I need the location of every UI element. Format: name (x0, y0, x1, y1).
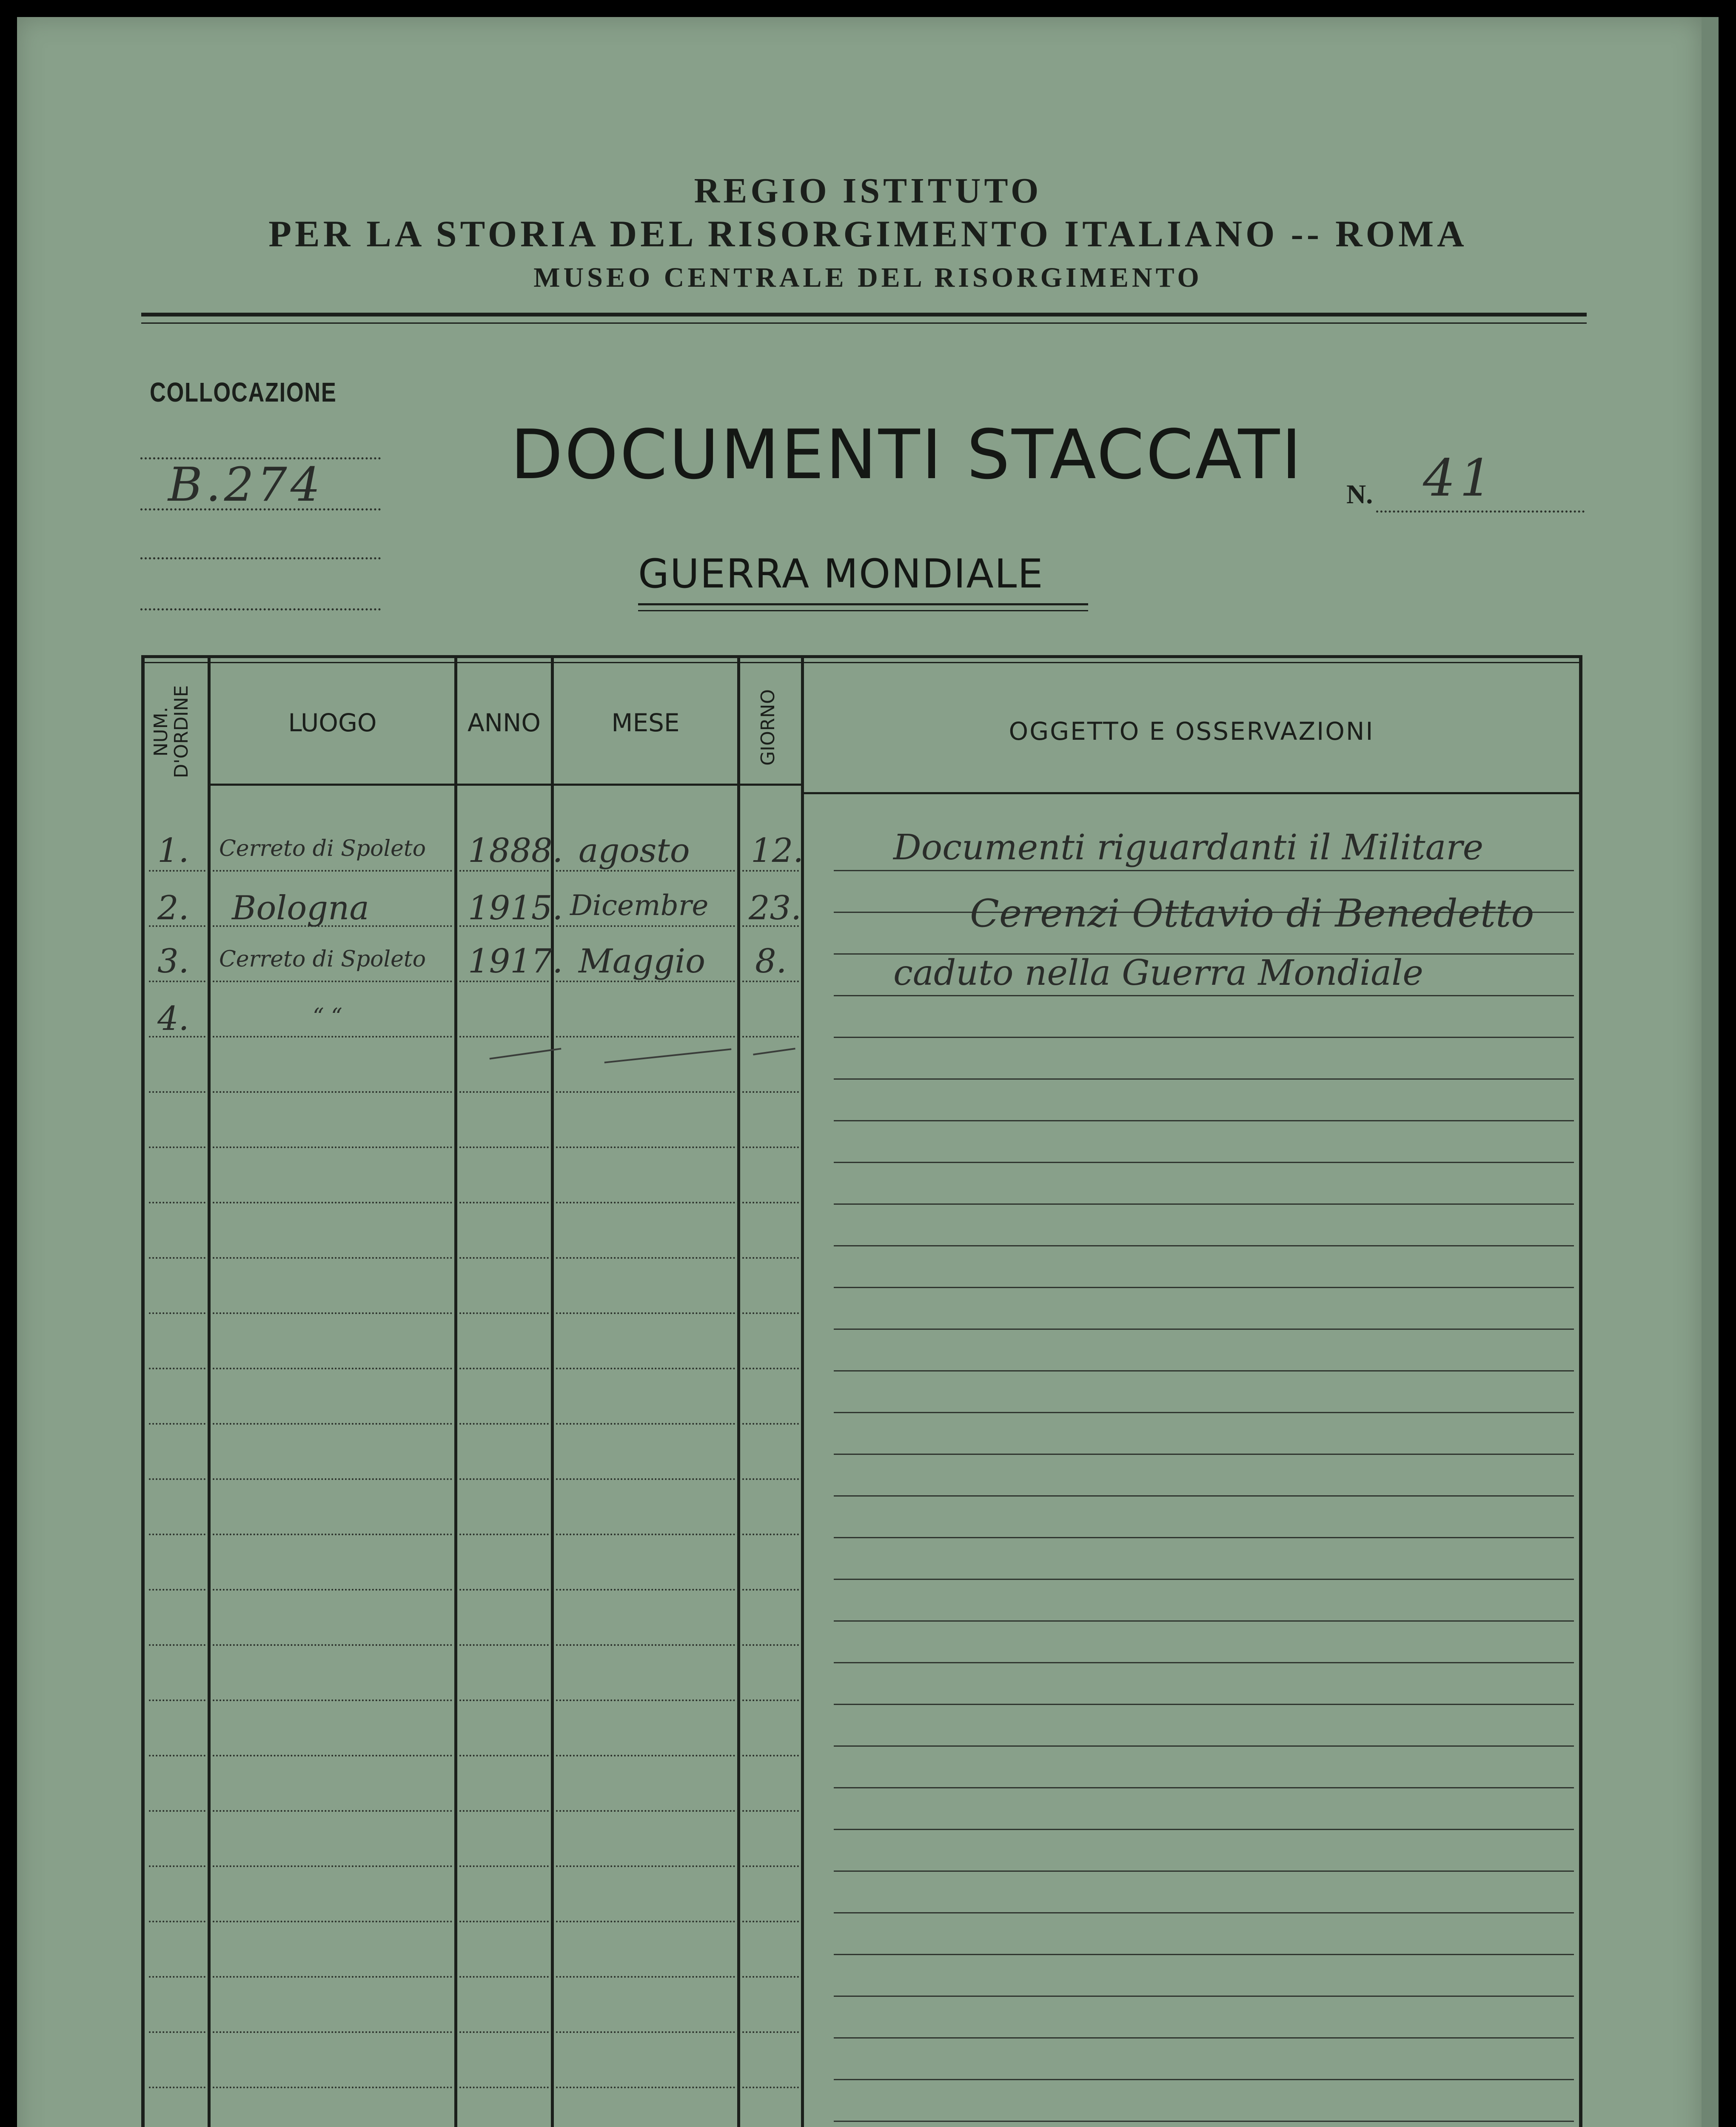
row-dotted-line (556, 1423, 735, 1425)
row-dotted-line (556, 1036, 735, 1038)
oggetto-ruled-line (834, 995, 1574, 996)
row-dotted-line (149, 1368, 205, 1369)
row-dotted-line (213, 1810, 452, 1812)
row-2-luogo: Bologna (232, 889, 369, 927)
column-header-mese: MESE (611, 708, 680, 737)
row-dotted-line (459, 1589, 549, 1591)
row-dotted-line (556, 925, 735, 927)
page-title: DOCUMENTI STACCATI (510, 415, 1303, 494)
row-dotted-line (459, 1976, 549, 1978)
row-dotted-line (556, 1478, 735, 1480)
row-dotted-line (742, 1589, 799, 1591)
row-dotted-line (742, 1755, 799, 1756)
row-dotted-line (213, 1699, 452, 1701)
oggetto-ruled-line (834, 2037, 1574, 2039)
row-4-num: 4. (157, 1000, 189, 1038)
column-header-giorno: GIORNO (757, 689, 779, 766)
oggetto-ruled-line (834, 2121, 1574, 2122)
row-dotted-line (556, 1921, 735, 1922)
row-dotted-line (149, 1534, 205, 1535)
row-dotted-line (742, 1423, 799, 1425)
oggetto-ruled-line (834, 1120, 1574, 1121)
row-2-mese: Dicembre (570, 889, 709, 922)
row-dotted-line (213, 1368, 452, 1369)
row-dotted-line (149, 1257, 205, 1259)
row-dotted-line (149, 1589, 205, 1591)
oggetto-ruled-line (834, 1287, 1574, 1288)
row-dotted-line (556, 1644, 735, 1646)
header-rule-bottom (141, 322, 1587, 324)
row-dotted-line (149, 1146, 205, 1148)
row-dotted-line (742, 1810, 799, 1812)
row-dotted-line (213, 2031, 452, 2033)
row-dotted-line (742, 1699, 799, 1701)
row-dotted-line (213, 1478, 452, 1480)
row-dotted-line (213, 1755, 452, 1756)
row-dotted-line (149, 981, 205, 982)
row-dotted-line (556, 1865, 735, 1867)
oggetto-ruled-line (834, 1579, 1574, 1580)
row-dotted-line (149, 1865, 205, 1867)
folder-back-edge (1702, 17, 1719, 2127)
row-2-num: 2. (157, 889, 189, 927)
row-dotted-line (556, 1368, 735, 1369)
oggetto-ruled-line (834, 2079, 1574, 2080)
row-dotted-line (213, 1423, 452, 1425)
oggetto-ruled-line (834, 1162, 1574, 1163)
row-dotted-line (149, 1202, 205, 1203)
oggetto-ruled-line (834, 1203, 1574, 1205)
header-rule-top (141, 313, 1587, 316)
row-dotted-line (556, 1810, 735, 1812)
row-dotted-line (742, 1478, 799, 1480)
row-1-num: 1. (157, 832, 189, 870)
row-1-anno: 1888. (468, 832, 563, 870)
row-3-num: 3. (157, 942, 189, 981)
row-dotted-line (149, 1699, 205, 1701)
row-dotted-line (742, 1036, 799, 1038)
row-dotted-line (149, 2031, 205, 2033)
row-dotted-line (149, 1921, 205, 1922)
row-dotted-line (149, 1644, 205, 1646)
row-dotted-line (213, 1146, 452, 1148)
oggetto-ruled-line (834, 1537, 1574, 1538)
category-underline-2 (638, 610, 1088, 611)
oggetto-ruled-line (834, 1745, 1574, 1747)
row-dotted-line (213, 981, 452, 982)
oggetto-line-2: Cerenzi Ottavio di Benedetto (970, 891, 1534, 936)
oggetto-ruled-line (834, 1662, 1574, 1663)
oggetto-line-3: caduto nella Guerra Mondiale (893, 953, 1423, 993)
row-dotted-line (556, 2087, 735, 2088)
row-dotted-line (459, 1534, 549, 1535)
number-value: 41 (1423, 449, 1497, 508)
row-dotted-line (742, 1146, 799, 1148)
row-3-mese: Maggio (579, 942, 706, 981)
row-dotted-line (149, 1312, 205, 1314)
oggetto-ruled-line (834, 1245, 1574, 1246)
row-dotted-line (459, 1921, 549, 1922)
row-dotted-line (149, 1478, 205, 1480)
row-3-anno: 1917. (468, 942, 563, 981)
row-dotted-line (213, 1091, 452, 1093)
row-dotted-line (556, 1257, 735, 1259)
row-dotted-line (556, 1202, 735, 1203)
category-title: GUERRA MONDIALE (638, 551, 1044, 597)
row-dotted-line (149, 1976, 205, 1978)
row-dotted-line (213, 2087, 452, 2088)
row-dotted-line (213, 1202, 452, 1203)
row-dotted-line (149, 1423, 205, 1425)
row-dotted-line (149, 1810, 205, 1812)
row-4-luogo: “ “ (313, 1004, 342, 1029)
row-dotted-line (742, 1202, 799, 1203)
row-1-mese: agosto (579, 832, 690, 870)
header-bottom-right (804, 792, 1582, 794)
number-label: N. (1346, 479, 1373, 509)
number-line (1376, 510, 1585, 513)
column-divider-num (208, 655, 211, 2127)
row-dotted-line (742, 1534, 799, 1535)
row-dotted-line (742, 981, 799, 982)
column-divider-giorno (801, 655, 804, 2127)
row-dotted-line (459, 1699, 549, 1701)
row-dotted-line (459, 1146, 549, 1148)
row-dotted-line (459, 2031, 549, 2033)
oggetto-line-1: Documenti riguardanti il Militare (893, 827, 1484, 868)
category-underline-1 (638, 603, 1088, 605)
row-dotted-line (213, 1976, 452, 1978)
oggetto-ruled-line (834, 1454, 1574, 1455)
institute-subtitle: PER LA STORIA DEL RISORGIMENTO ITALIANO -- ROMA (268, 214, 1468, 255)
row-dotted-line (459, 1257, 549, 1259)
row-dotted-line (459, 870, 549, 872)
row-dotted-line (213, 1036, 452, 1038)
oggetto-ruled-line (834, 1829, 1574, 1830)
column-header-luogo: LUOGO (288, 708, 377, 737)
oggetto-ruled-line (834, 1370, 1574, 1371)
row-dotted-line (742, 1644, 799, 1646)
institute-name: REGIO ISTITUTO (694, 171, 1042, 211)
row-dotted-line (459, 981, 549, 982)
row-dotted-line (556, 1091, 735, 1093)
column-divider-mese (737, 655, 740, 2127)
row-dotted-line (459, 1202, 549, 1203)
row-dotted-line (213, 1921, 452, 1922)
oggetto-ruled-line (834, 1412, 1574, 1413)
row-dotted-line (742, 1312, 799, 1314)
row-dotted-line (459, 1423, 549, 1425)
row-dotted-line (459, 1644, 549, 1646)
row-dotted-line (459, 1368, 549, 1369)
museum-name: MUSEO CENTRALE DEL RISORGIMENTO (533, 262, 1203, 293)
oggetto-ruled-line (834, 1787, 1574, 1788)
row-dotted-line (149, 870, 205, 872)
collocazione-line-4 (140, 608, 381, 610)
row-dotted-line (213, 1589, 452, 1591)
row-dotted-line (556, 1312, 735, 1314)
oggetto-ruled-line (834, 1704, 1574, 1705)
header-bottom-left (208, 784, 804, 786)
row-dotted-line (556, 1755, 735, 1756)
row-dotted-line (459, 1865, 549, 1867)
row-dotted-line (213, 1644, 452, 1646)
collocazione-label: COLLOCAZIONE (150, 377, 337, 408)
oggetto-ruled-line (834, 1870, 1574, 1872)
oggetto-ruled-line (834, 1996, 1574, 1997)
collocazione-value: B.274 (168, 457, 324, 512)
row-dotted-line (556, 1146, 735, 1148)
row-dotted-line (556, 981, 735, 982)
column-header-oggetto: OGGETTO E OSSERVAZIONI (1009, 717, 1374, 746)
oggetto-ruled-line (834, 1954, 1574, 1955)
column-divider-left (141, 655, 145, 2127)
row-dotted-line (556, 870, 735, 872)
collocazione-line-2 (140, 508, 381, 510)
column-header-num (151, 681, 198, 783)
row-dotted-line (459, 1036, 549, 1038)
row-dotted-line (742, 2087, 799, 2088)
row-dotted-line (213, 1865, 452, 1867)
row-2-anno: 1915. (468, 889, 563, 927)
oggetto-ruled-line (834, 1329, 1574, 1330)
row-dotted-line (459, 1478, 549, 1480)
row-dotted-line (556, 1589, 735, 1591)
table-top-border (141, 655, 1582, 658)
row-dotted-line (149, 1091, 205, 1093)
row-dotted-line (742, 2031, 799, 2033)
row-dotted-line (213, 1312, 452, 1314)
row-dotted-line (459, 2087, 549, 2088)
column-divider-right (1579, 655, 1582, 2127)
row-1-luogo: Cerreto di Spoleto (219, 836, 426, 861)
row-3-giorno: 8. (755, 942, 787, 981)
table-top-border-2 (141, 662, 1582, 663)
row-dotted-line (459, 1091, 549, 1093)
row-dotted-line (742, 1091, 799, 1093)
row-dotted-line (742, 1921, 799, 1922)
column-header-anno: ANNO (467, 708, 541, 737)
row-dotted-line (213, 1257, 452, 1259)
oggetto-ruled-line (834, 1912, 1574, 1913)
row-dotted-line (742, 1976, 799, 1978)
row-dotted-line (556, 2031, 735, 2033)
row-2-giorno: 23. (749, 889, 802, 927)
row-dotted-line (149, 2087, 205, 2088)
column-divider-anno (551, 655, 554, 2127)
oggetto-ruled-line (834, 1037, 1574, 1038)
row-dotted-line (459, 1810, 549, 1812)
column-header-num-text: NUM. D'ORDINE (150, 685, 192, 778)
row-dotted-line (213, 870, 452, 872)
oggetto-ruled-line (834, 1495, 1574, 1497)
oggetto-ruled-line (834, 1078, 1574, 1080)
row-dotted-line (149, 1755, 205, 1756)
row-dotted-line (556, 1534, 735, 1535)
row-dotted-line (556, 1699, 735, 1701)
column-divider-luogo (454, 655, 457, 2127)
row-dotted-line (459, 1755, 549, 1756)
collocazione-line-3 (140, 557, 381, 559)
oggetto-ruled-line (834, 1620, 1574, 1622)
row-dotted-line (742, 1257, 799, 1259)
row-dotted-line (459, 1312, 549, 1314)
row-3-luogo: Cerreto di Spoleto (219, 947, 426, 972)
row-dotted-line (742, 870, 799, 872)
row-1-giorno: 12. (751, 832, 804, 870)
oggetto-ruled-line (834, 870, 1574, 871)
row-dotted-line (742, 1368, 799, 1369)
row-dotted-line (556, 1976, 735, 1978)
row-dotted-line (742, 1865, 799, 1867)
row-dotted-line (213, 1534, 452, 1535)
